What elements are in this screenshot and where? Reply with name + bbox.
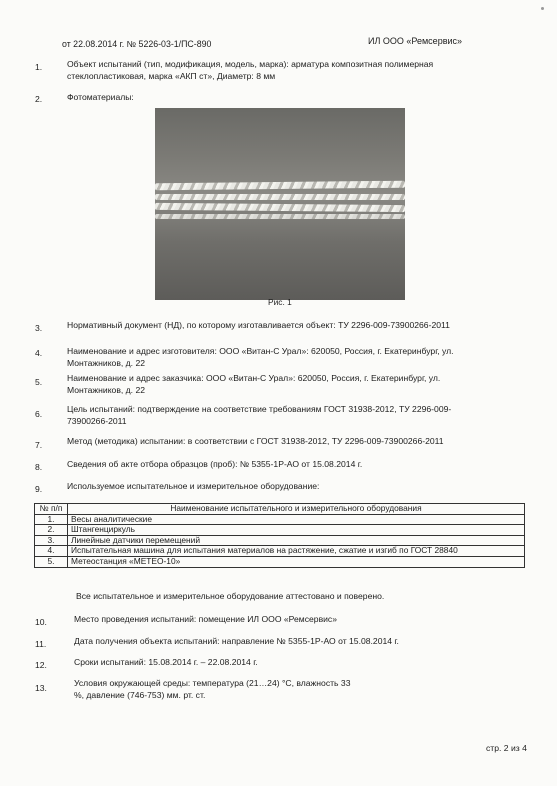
row-number: 4.	[35, 546, 68, 557]
row-number: 2.	[35, 525, 68, 536]
item-number: 4.	[35, 348, 43, 358]
item-receipt-date: Дата получения объекта испытаний: направление № 5355-1Р-АО от 15.08.2014 г.	[74, 636, 399, 646]
table-row	[35, 546, 525, 557]
table-row	[35, 556, 525, 567]
item-number: 8.	[35, 462, 43, 472]
page-number: стр. 2 из 4	[486, 743, 527, 753]
item-environment-conditions: Условия окружающей среды: температура (21…24) °С, влажность 33 %, давление (746-753) мм. рт. ст.	[74, 678, 351, 700]
item-number: 10.	[35, 617, 47, 627]
item-number: 12.	[35, 660, 47, 670]
item-number: 13.	[35, 683, 47, 693]
sample-photo	[155, 108, 405, 300]
row-number: 3.	[35, 535, 68, 546]
item-number: 6.	[35, 409, 43, 419]
table-row	[35, 525, 525, 536]
item-number: 11.	[35, 639, 47, 649]
item-test-purpose: Цель испытаний: подтверждение на соответствие требованиям ГОСТ 31938-2012, ТУ 2296-009-73900266-2011	[67, 404, 452, 426]
item-test-method: Метод (методика) испытании: в соответствии с ГОСТ 31938-2012, ТУ 2296-009-73900266-2011	[67, 436, 444, 446]
item-number: 7.	[35, 440, 43, 450]
item-test-location: Место проведения испытаний: помещение ИЛ ООО «Ремсервис»	[74, 614, 338, 624]
item-number: 3.	[35, 323, 43, 333]
column-header-equipment: Наименование испытательного и измерительного оборудования	[68, 504, 525, 515]
equipment-table	[34, 503, 525, 568]
item-customer: Наименование и адрес заказчика: ООО «Витан-С Урал»: 620050, Россия, г. Екатеринбург, ул. Монтажников, д. 22	[67, 373, 441, 395]
column-header-number: № п/п	[35, 504, 68, 515]
item-number: 9.	[35, 484, 43, 494]
scan-speck	[541, 7, 544, 10]
laboratory-name: ИЛ ООО «Ремсервис»	[368, 36, 463, 46]
equipment-name: Испытательная машина для испытания материалов на растяжение, сжатие и изгиб по ГОСТ 28840	[68, 546, 525, 557]
item-number: 1.	[35, 62, 43, 72]
item-photo-materials: Фотоматериалы:	[67, 92, 134, 102]
equipment-name: Линейные датчики перемещений	[68, 535, 525, 546]
item-test-period: Сроки испытаний: 15.08.2014 г. – 22.08.2014 г.	[74, 657, 258, 667]
table-row	[35, 514, 525, 525]
attestation-note: Все испытательное и измерительное оборудование аттестовано и поверено.	[76, 591, 385, 601]
item-sampling-act: Сведения об акте отбора образцов (проб): № 5355-1Р-АО от 15.08.2014 г.	[67, 459, 363, 469]
row-number: 5.	[35, 556, 68, 567]
photo-caption: Рис. 1	[268, 297, 292, 307]
item-equipment-heading: Используемое испытательное и измерительное оборудование:	[67, 481, 320, 491]
table-row	[35, 535, 525, 546]
item-normative-document: Нормативный документ (НД), по которому изготавливается объект: ТУ 2296-009-73900266-2011	[67, 320, 450, 330]
equipment-name: Весы аналитические	[68, 514, 525, 525]
equipment-name: Штангенциркуль	[68, 525, 525, 536]
item-test-object: Объект испытаний (тип, модификация, модель, марка): арматура композитная полимерная стеклопластиковая, марка «АКП ст», Диаметр: 8 мм	[67, 59, 434, 81]
item-number: 5.	[35, 377, 43, 387]
item-number: 2.	[35, 94, 43, 104]
item-manufacturer: Наименование и адрес изготовителя: ООО «Витан-С Урал»: 620050, Россия, г. Екатеринбург, ул. Монтажников, д. 22	[67, 346, 454, 368]
document-reference: от 22.08.2014 г. № 5226-03-1/ПС-890	[62, 39, 212, 49]
table-header-row	[35, 504, 525, 515]
equipment-name: Метеостанция «МЕТЕО-10»	[68, 556, 525, 567]
row-number: 1.	[35, 514, 68, 525]
